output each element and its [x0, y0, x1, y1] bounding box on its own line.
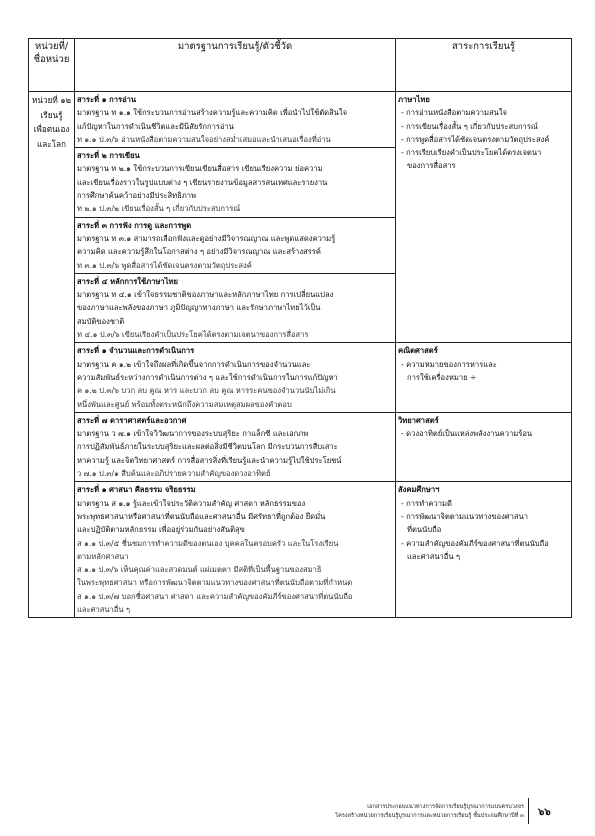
indicator-line: และศาสนาอื่น ๆ: [77, 604, 131, 614]
page-number: ๖๖: [538, 807, 551, 818]
content-item: - การเรียบเรียงคำเป็นประโยคได้ตรงเจตนา: [401, 148, 542, 158]
strand-title: สาระที่ ๓ การฟัง การดู และการพูด: [77, 220, 192, 230]
header-content: สาระการเรียนรู้: [396, 39, 572, 92]
table-row: [29, 92, 572, 148]
content-item: - ความสำคัญของคัมภีร์ของศาสนาที่ตนนับถือ: [401, 538, 549, 548]
content-item: - การอ่านหนังสือตามความสนใจ: [401, 108, 508, 118]
indicator-line: ส ๑.๑ ป.๓/๕ ชื่นชมการทำความดีของตนเอง บุคคลในครอบครัว และในโรงเรียน: [77, 538, 339, 548]
indicator-line: ว ๗.๑ ป.๓/๑ สืบค้นและอภิปรายความสำคัญของดวงอาทิตย์: [77, 469, 271, 479]
content-item: ที่ตนนับถือ: [407, 525, 442, 535]
table-header-row: [29, 39, 572, 92]
header-unit-line2: ชื่อหน่วย: [33, 54, 70, 65]
standard-block: [75, 412, 396, 481]
unit-name-line: และโลก: [36, 138, 67, 149]
standard-line: การปฏิสัมพันธ์ภายในระบบสุริยะและผลต่อสิ่งมีชีวิตบนโลก มีกระบวนการสืบเสาะ: [77, 442, 338, 452]
standard-line: และเขียนเรื่องราวในรูปแบบต่าง ๆ เขียนรายงานข้อมูลสารสนเทศและรายงาน: [77, 177, 328, 187]
content-cell: [396, 412, 572, 481]
unit-cell: [29, 92, 75, 618]
content-item: - การพูดสื่อสารได้ชัดเจนตรงตามวัตถุประสงค์: [401, 134, 550, 144]
standard-line: มาตรฐาน ส ๑.๑ รู้และเข้าใจประวัติความสำคัญ ศาสดา หลักธรรมของ: [77, 498, 306, 508]
unit-name-line: เรียนรู้: [40, 109, 63, 120]
table-row: [29, 412, 572, 481]
content-cell: [396, 482, 572, 618]
unit-name-line: เพื่อตนเอง: [33, 124, 70, 135]
standard-line: แก้ปัญหาในการดำเนินชีวิตและมีนิสัยรักการอ่าน: [77, 121, 234, 131]
standard-line: มาตรฐาน ท ๒.๑ ใช้กระบวนการเขียนเขียนสื่อสาร เขียนเรียงความ ย่อความ: [77, 164, 323, 174]
content-item: - ดวงอาทิตย์เป็นแหล่งพลังงานความร้อน: [401, 429, 533, 439]
content-cell: [396, 343, 572, 412]
header-unit-line1: หน่วยที่/: [34, 41, 69, 52]
subject-name: วิทยาศาสตร์: [398, 415, 439, 425]
standard-line: มาตรฐาน ค ๑.๒ เข้าใจถึงผลที่เกิดขึ้นจากการดำเนินการของจำนวนและ: [77, 359, 311, 369]
subject-name: สังคมศึกษาฯ: [398, 485, 440, 495]
subject-name: คณิตศาสตร์: [398, 346, 438, 356]
header-unit: [29, 39, 75, 92]
curriculum-table: [28, 38, 572, 618]
page-footer: [262, 803, 524, 821]
content-item: - การพัฒนาจิตตามแนวทางของศาสนา: [401, 511, 528, 521]
footer-line2: โครงสร้างหน่วยการเรียนรู้บูรณาการและหน่วยการเรียนรู้ ชั้นประถมศึกษาปีที่ ๓: [335, 813, 524, 819]
standard-line: ความสัมพันธ์ระหว่างการดำเนินการต่าง ๆ และใช้การดำเนินการในการแก้ปัญหา: [77, 372, 338, 382]
indicator-line: ส ๑.๑ ป.๓/๖ เห็นคุณค่าและสวดมนต์ แผ่เมตตา มีสติที่เป็นพื้นฐานของสมาธิ: [77, 565, 322, 575]
standard-line: มาตรฐาน ท ๓.๑ สามารถเลือกฟังและดูอย่างมีวิจารณญาณ และพูดแสดงความรู้: [77, 233, 336, 243]
standard-block: [75, 273, 396, 342]
content-item: - การทำความดี: [401, 498, 452, 508]
strand-title: สาระที่ ๑ การอ่าน: [77, 95, 137, 104]
standard-line: การศึกษาค้นคว้าอย่างมีประสิทธิภาพ: [77, 191, 197, 201]
standard-block: [75, 217, 396, 273]
subject-name: ภาษาไทย: [398, 95, 430, 104]
footer-divider: [528, 798, 529, 824]
standard-line: พระพุทธศาสนาหรือศาสนาที่ตนนับถือและศาสนาอื่น มีศรัทธาที่ถูกต้อง ยึดมั่น: [77, 511, 326, 521]
strand-title: สาระที่ ๔ หลักการใช้ภาษาไทย: [77, 276, 178, 286]
table-row: [29, 343, 572, 412]
content-item: และศาสนาอื่น ๆ: [407, 551, 461, 561]
unit-number: หน่วยที่ ๑๒: [32, 95, 71, 105]
indicator-line: ท ๔.๑ ป.๓/๖ เขียนเรียงคำเป็นประโยคได้ตรงตามเจตนาของการสื่อสาร: [77, 330, 309, 340]
strand-title: สาระที่ ๒ การเขียน: [77, 151, 140, 161]
content-item: - ความหมายของการหารและ: [401, 359, 497, 369]
indicator-line: ท ๒.๑ ป.๓/๒ เขียนเรื่องสั้น ๆ เกี่ยวกับประสบการณ์: [77, 204, 241, 214]
standard-block: [75, 92, 396, 148]
standard-line: และปฏิบัติตามหลักธรรม เพื่ออยู่ร่วมกันอย่างสันติสุข: [77, 525, 245, 535]
content-item: ของการสื่อสาร: [407, 161, 456, 171]
standard-line: มาตรฐาน ท ๑.๑ ใช้กระบวนการอ่านสร้างความรู้และความคิด เพื่อนำไปใช้ตัดสินใจ: [77, 108, 348, 118]
indicator-line: ตามหลักศาสนา: [77, 551, 129, 561]
content-item: - การเขียนเรื่องสั้น ๆ เกี่ยวกับประสบการณ์: [401, 121, 538, 131]
strand-title: สาระที่ ๑ จำนวนและการดำเนินการ: [77, 346, 195, 356]
content-cell: [396, 92, 572, 343]
content-item: การใช้เครื่องหมาย ÷: [407, 372, 477, 382]
standard-line: สมบัติของชาติ: [77, 316, 125, 326]
indicator-line: ท ๑.๑ ป.๓/๖ อ่านหนังสือตามความสนใจอย่างสม่ำเสมอและนำเสนอเรื่องที่อ่าน: [77, 134, 331, 144]
indicator-line: ท ๓.๑ ป.๓/๖ พูดสื่อสารได้ชัดเจนตรงตามวัตถุประสงค์: [77, 260, 252, 270]
footer-line1: เอกสารประกอบแนวทางการจัดการเรียนรู้บูรณาการแบบครบวงจร: [367, 804, 524, 810]
indicator-line: ส ๑.๑ ป.๓/๗ บอกชื่อศาสนา ศาสดา และความสำคัญของคัมภีร์ของศาสนาที่ตนนับถือ: [77, 591, 353, 601]
standard-line: มาตรฐาน ท ๔.๑ เข้าใจธรรมชาติของภาษาและหลักภาษาไทย การเปลี่ยนแปลง: [77, 290, 334, 300]
standard-line: ของภาษาและพลังของภาษา ภูมิปัญญาทางภาษา และรักษาภาษาไทยไว้เป็น: [77, 303, 321, 313]
standard-block: [75, 343, 396, 412]
strand-title: สาระที่ ๗ ดาราศาสตร์และอวกาศ: [77, 415, 187, 425]
standard-line: ความคิด และความรู้สึกในโอกาสต่าง ๆ อย่างมีวิจารณญาณ และสร้างสรรค์: [77, 247, 321, 257]
standard-line: หาความรู้ และจิตวิทยาศาสตร์ การสื่อสารสิ่งที่เรียนรู้และนำความรู้ไปใช้ประโยชน์: [77, 455, 342, 465]
standard-block: [75, 148, 396, 217]
indicator-line: ในพระพุทธศาสนา หรือการพัฒนาจิตตามแนวทางของศาสนาที่ตนนับถือตามที่กำหนด: [77, 578, 353, 588]
indicator-line: ค ๑.๒ ป.๓/๖ บวก ลบ คูณ หาร และบวก ลบ คูณ หารระคนของจำนวนนับไม่เกิน: [77, 386, 336, 396]
header-standards: มาตรฐานการเรียนรู้/ตัวชี้วัด: [75, 39, 396, 92]
indicator-line: หนึ่งพันและศูนย์ พร้อมทั้งตระหนักถึงความสมเหตุสมผลของคำตอบ: [77, 399, 292, 409]
table-row: [29, 482, 572, 618]
strand-title: สาระที่ ๑ ศาสนา ศีลธรรม จริยธรรม: [77, 485, 196, 495]
standard-block: [75, 482, 396, 618]
standard-line: มาตรฐาน ว ๗.๑ เข้าใจวิวัฒนาการของระบบสุริยะ กาแล็กซี และเอกภพ: [77, 429, 309, 439]
